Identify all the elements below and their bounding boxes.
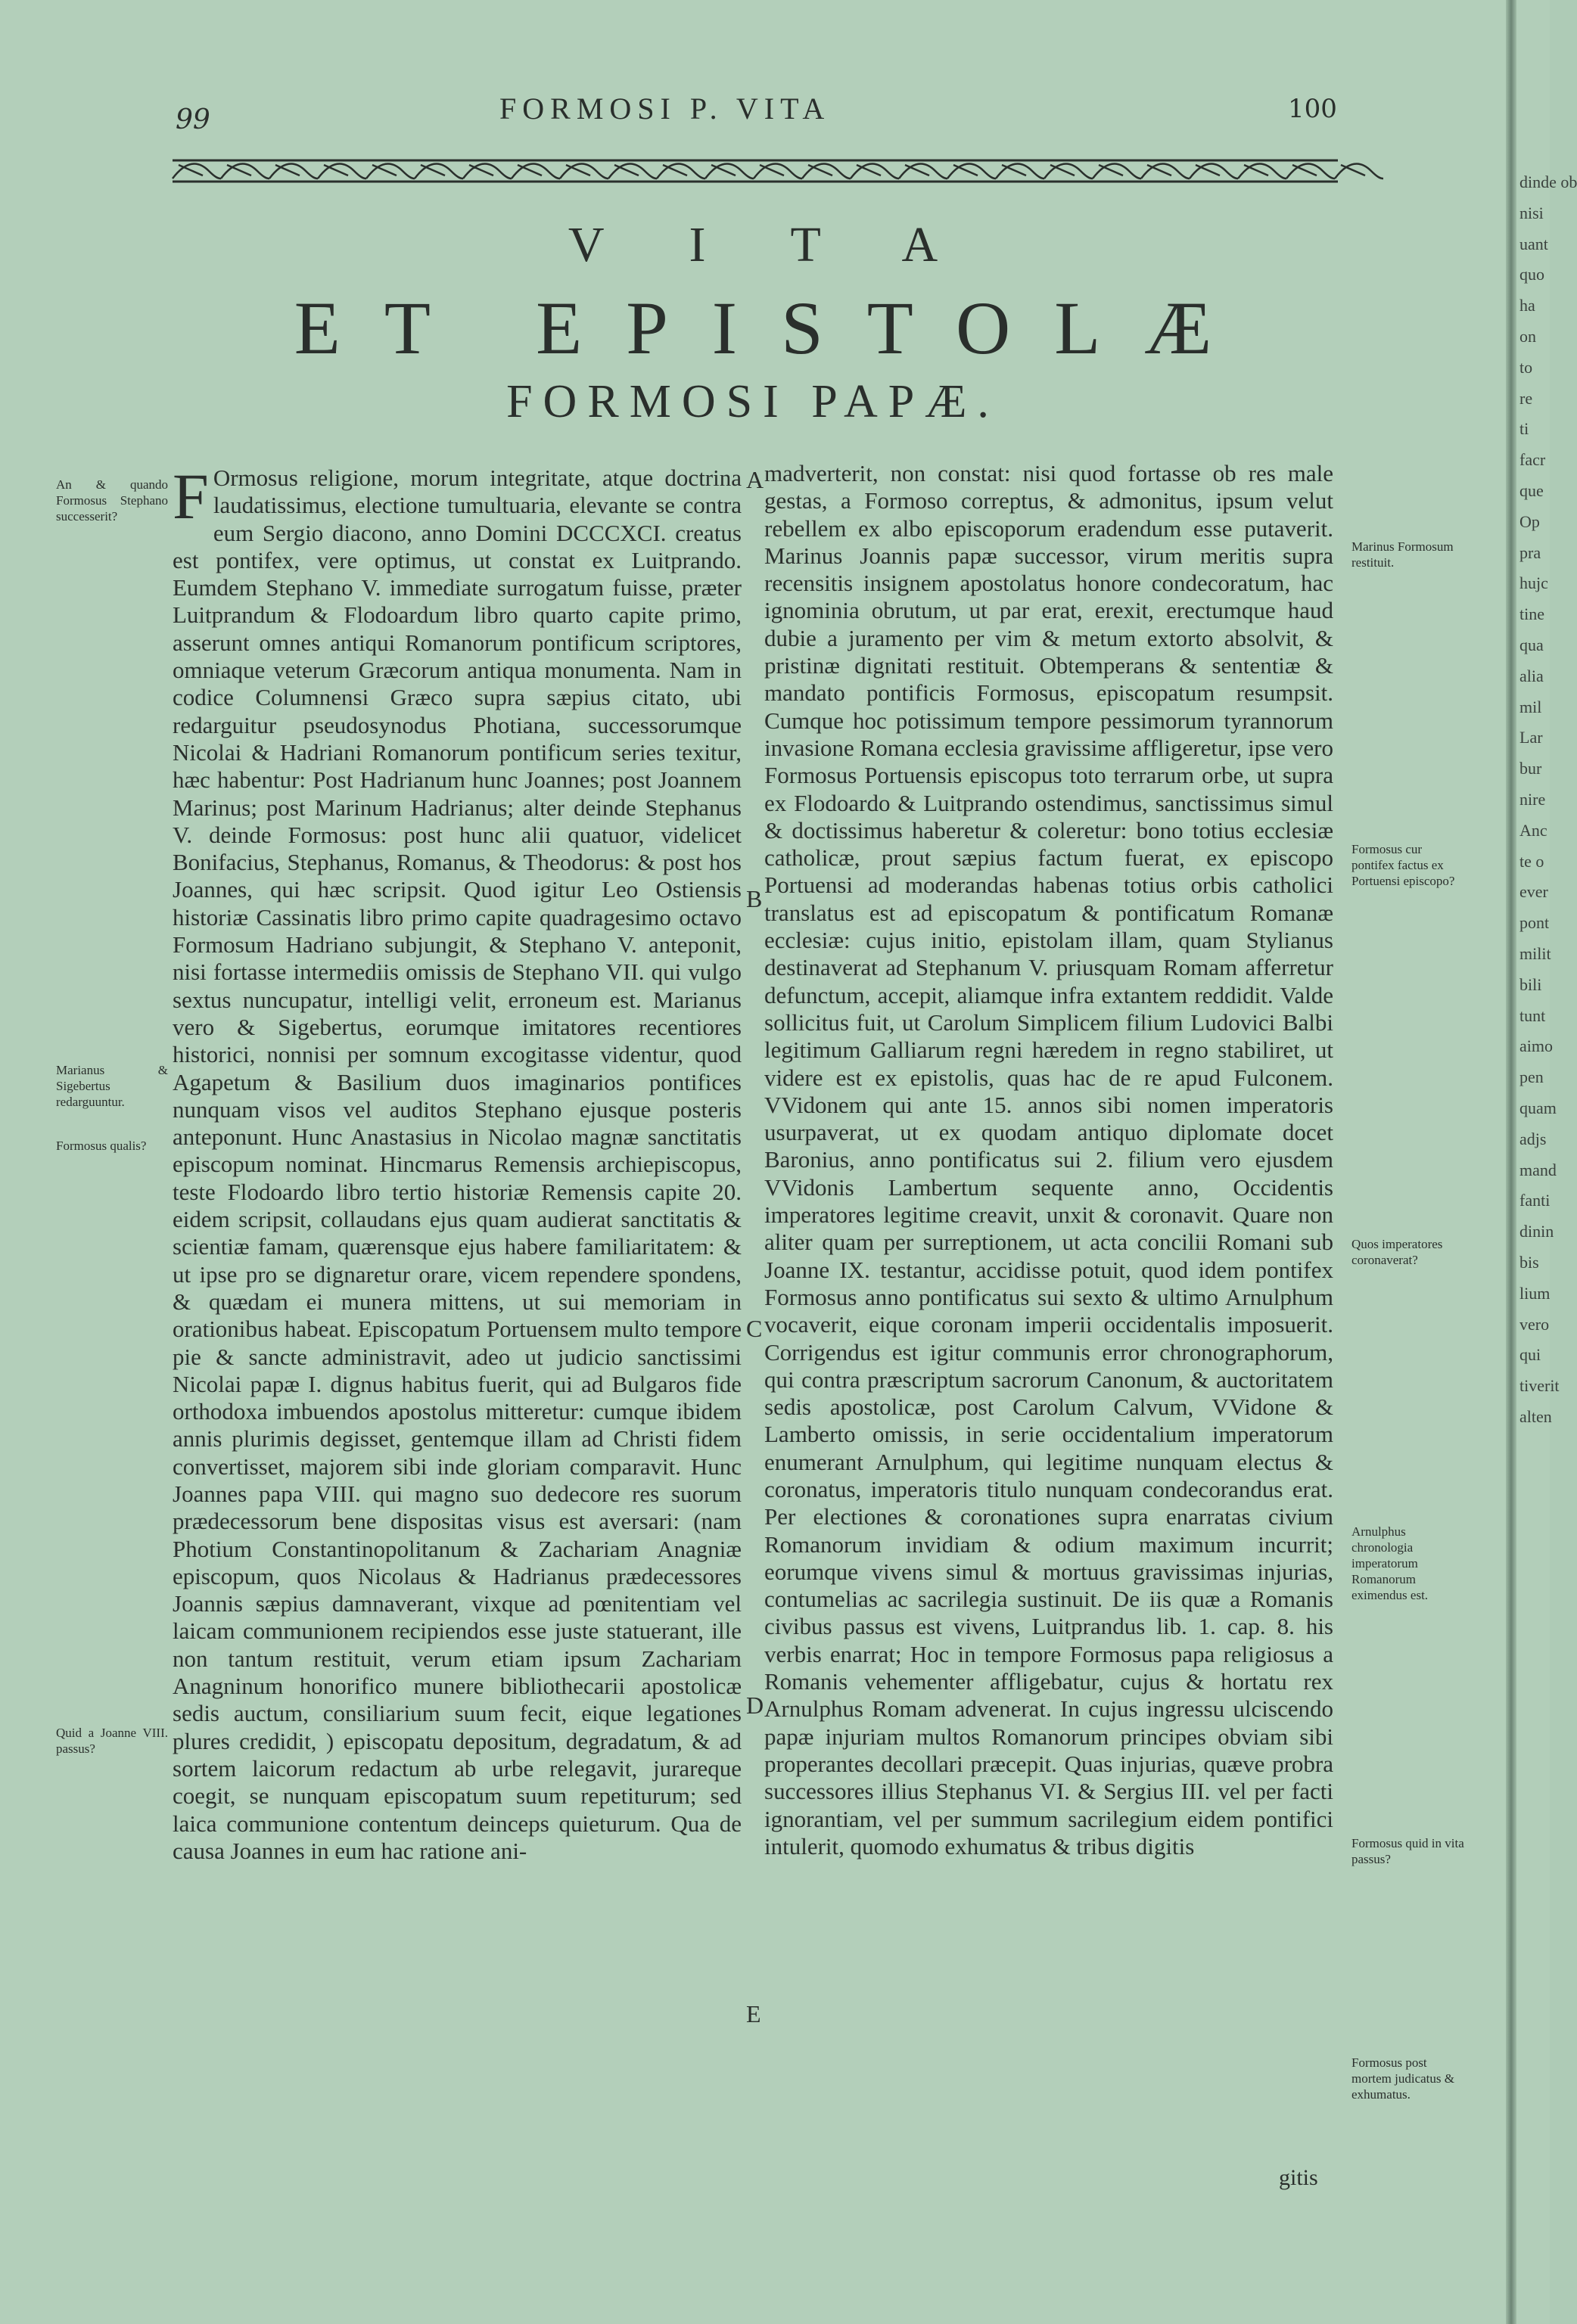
section-letter-c: C xyxy=(746,1315,763,1342)
facing-page-fragment: tunt xyxy=(1519,1005,1546,1025)
margin-note-right-5: Formosus quid in vita passus? xyxy=(1351,1836,1464,1866)
margin-note-right-1: Marinus Formosum restituit. xyxy=(1351,539,1454,570)
title-et-epistolae: ET EPISTOLÆ xyxy=(294,286,1256,370)
catchword: gitis xyxy=(1279,2165,1318,2190)
text-column-left xyxy=(173,460,742,1865)
facing-page-fragment: hujc xyxy=(1519,573,1548,593)
facing-page-fragment: pra xyxy=(1519,542,1541,562)
facing-page-fragment: ti xyxy=(1519,419,1529,439)
facing-page-fragment: Anc xyxy=(1519,820,1547,840)
facing-page-fragment: mand xyxy=(1519,1160,1557,1179)
facing-page-fragment: te o xyxy=(1519,851,1544,871)
facing-page-fragment: uant xyxy=(1519,234,1548,253)
margin-note-right-6: Formosus post mortem judicatus & exhumatus. xyxy=(1351,2055,1454,2102)
facing-page-fragment: fanti xyxy=(1519,1191,1551,1210)
right-column-text: madverterit, non constat: nisi quod fortasse ob res male gestas, a Formoso correptus, & admonitus, ipsum velut rebellem ex albo episcoporum eradendum esse putaverit. Marinus Joannis papæ successor, virum meritis supra recensitis insignem apostolatus honore condecoratum, hac ignominia obrutum, ut par erat, erexit, erectumque haud dubie a juramento per vim & metum extorto absolvit, & pristinæ dignitati restituit. Obtemperans & sententiæ & mandato pontificis Formosus, episcopatum resumpsit. Cumque hoc potissimum tempore pessimorum tyrannorum invasione Romana ecclesia gravissime affligeretur, ipse vero Formosus Portuensis episcopus toto terrarum orbe, ut supra ex Flodoardo & Luitprando ostendimus, sanctissimus simul & doctissimus haberetur & coleretur: bono totius ecclesiæ catholicæ, prout sæpius factum fuerat, ex episcopo Portuensi ad moderandas habenas totius orbis catholici translatus est ad episcopatum & pontificatum Romanæ ecclesiæ: cujus initio, epistolam illam, quam Stylianus destinaverat ad Stephanum V. priusquam Romam afferretur defunctum, accepit, aliamque infra extantem reddidit. Valde sollicitus fuit, ut Carolum Simplicem filium Ludovici Balbi legitimum Galliarum regni hæredem in regno stabiliret, ut videre est ex epistolis, quas hac de re apud Fulconem. VVidonem qui ante 15. annos sibi nomen imperatoris usurpaverat, ut ex quodam antiquo diplomate docet Baronius, anno pontificatus sui 2. filium vero ejusdem VVidonis Lambertum sequente anno, Occidentis imperatores legitime creavit, unxit & coronavit. Quare non aliter quam per surreptionem, ut acta concilii Romani sub Joanne IX. testantur, accidisse potuit, quod idem pontifex Formosus anno pontificatus sui sexto & ultimo Arnulphum vocaverit, eique coronam imperii occidentalis imposuerit. Corrigendus est igitur communis error chronographorum, qui contra præscriptum sacrorum Canonum, & auctoritatem sedis apostolicæ, post Carolum Calvum, VVidone & Lamberto omissis, in serie occidentalium imperatorum enumerant Arnulphum, qui legitime nunquam electus & coronatus, imperatoris titulo nunquam condecorandus erat. Per electiones & coronationes supra enarratas civium Romanorum invidiam & odium maximum incurrit; eorumque vivens simul & mortuus gravissimas injurias, contumelias ac sacrilegia sustinuit. De iis quæ a Romanis civibus passus est vivens, Luitprandus lib. 1. cap. 8. his verbis enarrat; Hoc in tempore Formosus papa religiosus a Romanis vehementer affligebatur, cujus & hortatu rex Arnulphus Romam advenerat. In cujus ingressu ulciscendo papæ injuriam multos Romanorum principes obviam sibi properantes decollari præcepit. Quas injurias, quæve probra successores illius Stephanus VI. & Sergius III. vel per facti ignorantiam, vel per summum sacrilegium eidem pontifici intulerit, quomodo exhumatus & tribus digitis xyxy=(764,460,1333,1860)
running-head xyxy=(0,82,1506,135)
facing-page-fragment: qui xyxy=(1519,1345,1541,1365)
title-formosi-papae: FORMOSI PAPÆ. xyxy=(506,376,1000,427)
margin-note-left-4: Quid a Joanne VIII. passus? xyxy=(56,1726,168,1756)
facing-page-fragment: vero xyxy=(1519,1314,1550,1334)
facing-page-fragment: tiverit xyxy=(1519,1376,1560,1396)
section-letter-e: E xyxy=(746,2000,761,2027)
running-title: FORMOSI P. VITA xyxy=(499,92,831,126)
facing-page-fragment: facr xyxy=(1519,450,1546,470)
facing-page-fragment: re xyxy=(1519,388,1533,408)
margin-note-left-3: Formosus qualis? xyxy=(56,1139,147,1153)
ornament-band xyxy=(173,156,1338,186)
facing-page-fragment: pont xyxy=(1519,913,1550,933)
facing-page-fragment: bur xyxy=(1519,759,1542,778)
page-number-left: 99 xyxy=(176,104,210,135)
facing-page-fragment: adjs xyxy=(1519,1129,1547,1148)
facing-page-fragment: bis xyxy=(1519,1253,1539,1272)
facing-page-fragment: aimo xyxy=(1519,1036,1553,1056)
facing-page-fragment: bili xyxy=(1519,974,1542,994)
facing-page-fragment: qua xyxy=(1519,635,1544,654)
section-letter-b: B xyxy=(746,885,763,912)
margin-note-right-4: Arnulphus chronologia imperatorum Romanorum eximendus est. xyxy=(1351,1524,1429,1602)
facing-page-fragment: quo xyxy=(1519,265,1544,284)
facing-page-fragment: milit xyxy=(1519,944,1551,963)
section-letter-a: A xyxy=(746,466,764,493)
page-number-right: 100 xyxy=(1288,94,1337,124)
book-gutter xyxy=(1506,0,1516,2324)
facing-page-fragment: to xyxy=(1519,357,1533,377)
facing-page-fragment: on xyxy=(1519,327,1536,346)
facing-page-fragment: alten xyxy=(1519,1407,1552,1426)
facing-page-fragment: mil xyxy=(1519,697,1542,716)
facing-page-fragment: Op xyxy=(1519,511,1540,531)
facing-page-fragment: pen xyxy=(1519,1067,1544,1087)
facing-page-fragment: quam xyxy=(1519,1098,1557,1117)
facing-page-fragment: Lar xyxy=(1519,728,1543,747)
text-column-right xyxy=(764,460,1333,1860)
margin-note-left-2: Marianus & Sigebertus redarguuntur. xyxy=(56,1063,168,1109)
title-vita: VITA xyxy=(568,217,1023,272)
section-letter-d: D xyxy=(746,1692,764,1719)
margin-note-right-2: Formosus cur pontifex factus ex Portuensi episcopo? xyxy=(1351,842,1455,888)
facing-page-fragment: tine xyxy=(1519,604,1544,624)
margin-note-left-1: An & quando Formosus Stephano successerit? xyxy=(56,477,168,524)
facing-page-fragment: ever xyxy=(1519,882,1548,902)
facing-page-fragment: dinde ob xyxy=(1519,172,1577,191)
facing-page-fragment: dinin xyxy=(1519,1222,1554,1241)
facing-page-fragment: alia xyxy=(1519,666,1544,685)
facing-page-fragment: lium xyxy=(1519,1283,1551,1303)
facing-page-fragment: nisi xyxy=(1519,203,1544,222)
facing-page-fragment: nire xyxy=(1519,790,1546,809)
facing-page-edge xyxy=(1516,0,1577,2324)
drop-cap: F xyxy=(173,460,209,533)
left-column-text: Ormosus religione, morum integritate, atque doctrina laudatissimus, electione tumultuaria, elevante se contra eum Sergio diacono, anno Domini DCCCXCI. creatus est pontifex, vere optimus, ut constat ex Luitprando. Eumdem Stephano V. immediate surrogatum fuisse, præter Luitprandum & Flodoardum libro quarto capite primo, asserunt omnes antiqui Romanorum pontificum scriptores, omniaque veterum Græcorum antiqua monumenta. Nam in codice Columnensi Græco supra sæpius citato, ubi redarguitur pseudosynodus Photiana, successorumque Nicolai & Hadriani Romanorum pontificum series texitur, hæc habentur: Post Hadrianum hunc Joannes; post Joannem Marinus; post Marinum Hadrianus; alter deinde Stephanus V. deinde Formosus: post hunc alii quatuor, videlicet Bonifacius, Stephanus, Romanus, & Theodorus: & post hos Joannes, qui hæc scripsit. Quod igitur Leo Ostiensis historiæ Cassinatis libro primo capite quadragesimo octavo Formosum Hadriano subjungit, & Stephano V. anteponit, nisi fortasse intermediis omissis de Stephano VII. qui vulgo sextus nuncupatur, intelligi velit, erroneum est. Marianus vero & Sigebertus, eorumque imitatores recentiores historici, nonnisi per somnum excogitasse videntur, quod Agapetum & Basilium duos imaginarios pontifices nunquam visos vel auditos Stephano ejusque posteris anteponunt. Hunc Anastasius in Nicolao magnæ sanctitatis episcopum nominat. Hincmarus Remensis archiepiscopus, teste Flodoardo libro tertio historiæ Remensis capite 20. eidem scripsit, collaudans ejus quam audierat sanctitatis & scientiæ famam, quærensque ejus habere familiaritatem: & ut ipse pro se dignaretur orare, vicem rependere spondens, & quædam ei munera mittens, ut sui memoriam in orationibus habeat. Episcopatum Portuensem multo tempore pie & sancte administravit, adeo ut judicio sanctissimi Nicolai papæ I. dignus habitus fuerit, qui ad Bulgaros fide orthodoxa imbuendos apostolus mitteretur: cumque ibidem annis plurimis degisset, gentemque illam ad Christi fidem convertisset, majorem sibi inde gloriam comparavit. Hunc Joannes papa VIII. qui magno suo dedecore res suorum prædecessorum bene dispositas visus est aversari: (nam Photium Constantinopolitanum & Zachariam Anagniæ episcopum, quos Nicolaus & Hadrianus prædecessores Joannis sæpius damnaverant, vixque ad pœnitentiam vel laicam communionem recipiendos esse juste statuerant, ille non tantum restituit, verum etiam ipsum Zachariam Anagninum honorifico munere bibliothecarii apostolicæ sedis auctum, consiliarium suum fecit, eique legationes plures credidit, ) episcopatu depositum, degradatum, & ad sortem laicorum redactum ab urbe relegavit, jurareque coegit, se nunquam episcopatum suum repetiturum; sed laica communione contentum deinceps quieturum. Qua de causa Joannes in eum hac ratione ani- xyxy=(173,464,742,1864)
facing-page-fragment: que xyxy=(1519,481,1544,500)
margin-note-right-3: Quos imperatores coronaverat? xyxy=(1351,1237,1443,1267)
facing-page-fragment: ha xyxy=(1519,296,1535,315)
